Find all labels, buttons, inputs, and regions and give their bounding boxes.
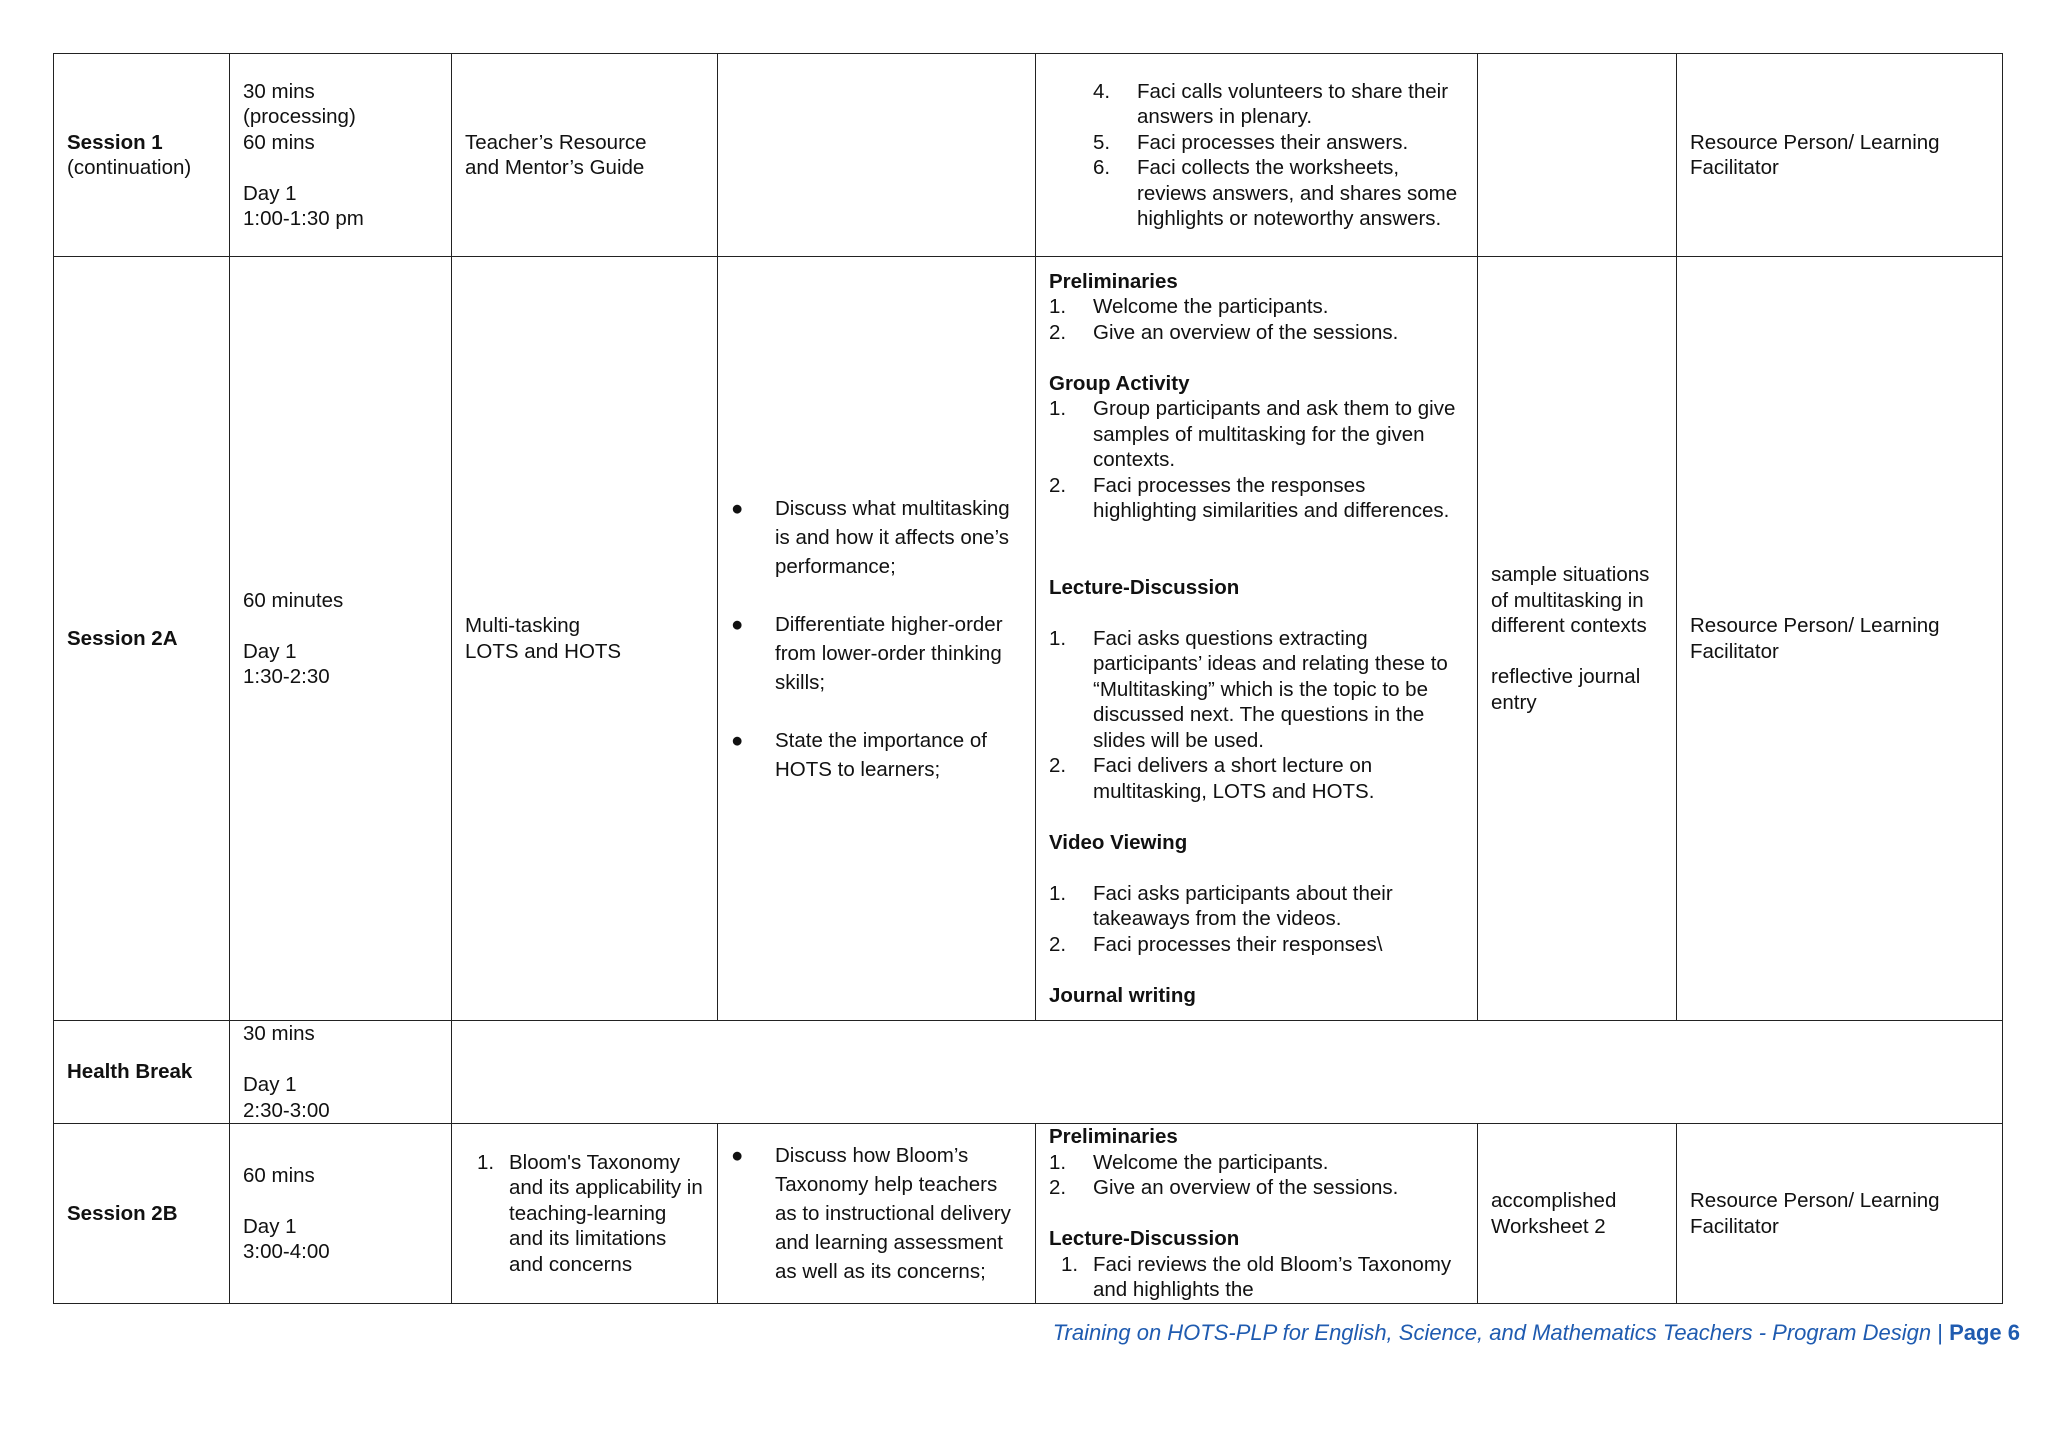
activities-cell — [1036, 54, 1478, 257]
list-item: 2. Faci processes their responses\ — [1049, 932, 1383, 956]
list-item: 2. Faci delivers a short lecture on multitasking, LOTS and HOTS. — [1049, 754, 1375, 803]
row-session-2b — [54, 1124, 2003, 1304]
outputs-cell: sample situations of multitasking in different contexts reflective journal entry — [1478, 257, 1677, 1021]
program-design-table — [53, 53, 2003, 1304]
session-cell: Session 1 (continuation) — [54, 54, 230, 257]
list-item: 1. Bloom's Taxonomy and its applicability in teaching-learning and its limitations and concerns — [477, 1150, 703, 1276]
activities-cell: Preliminaries 1. Welcome the participants. 2. Give an overview of the sessions. Group Activity 1. Group participants and ask them to give samples of multitasking for the given contexts. 2. Faci processes the responses highlighting similarities and differences. Lecture-Discussion 1. Faci asks questions extracting participants’ ideas and relating these to “Multitasking” which is the topic to be discussed next. The questions in the slides will be used. 2. Faci delivers a short lecture on multitasking, LOTS and HOTS. Video Viewing 1. Faci asks participants about their takeaways from the videos. 2. Faci processes their responses\ Journal writing — [1036, 257, 1478, 1021]
session-cell: Session 2B — [54, 1124, 230, 1304]
topics-cell: Multi-tasking LOTS and HOTS — [452, 257, 718, 1021]
person-cell: Resource Person/ Learning Facilitator — [1677, 1124, 2003, 1304]
time-cell: 60 mins Day 1 3:00-4:00 — [230, 1124, 452, 1304]
row-session-1 — [54, 54, 2003, 257]
list-item: 2. Give an overview of the sessions. — [1049, 1176, 1399, 1200]
outputs-cell — [1478, 54, 1677, 257]
list-item: ● Discuss how Bloom’s Taxonomy help teachers as to instructional delivery and learning assessment as well as its concerns; — [731, 1144, 1011, 1283]
list-item: ● Differentiate higher-order from lower-order thinking skills; — [731, 612, 1003, 694]
list-item: 5. Faci processes their answers. — [1093, 130, 1409, 154]
session-cell: Session 2A — [54, 257, 230, 1021]
resources-cell: Teacher’s Resource and Mentor’s Guide — [452, 54, 718, 257]
list-item: 1. Welcome the participants. — [1049, 295, 1329, 319]
activities-cell: Preliminaries 1. Welcome the participants. 2. Give an overview of the sessions. Lecture-Discussion 1. Faci reviews the old Bloom’s Taxonomy and highlights the — [1036, 1124, 1478, 1304]
list-item: ● State the importance of HOTS to learners; — [731, 728, 987, 781]
page-footer — [1053, 1320, 2020, 1346]
person-cell: Resource Person/ Learning Facilitator — [1677, 257, 2003, 1021]
list-item: 2. Give an overview of the sessions. — [1049, 320, 1399, 344]
person-cell: Resource Person/ Learning Facilitator — [1677, 54, 2003, 257]
time-cell: 30 mins (processing) 60 mins Day 1 1:00-1:30 pm — [230, 54, 452, 257]
list-item: 1. Faci asks questions extracting participants’ ideas and relating these to “Multitasking” which is the topic to be discussed next. The questions in the slides will be used. — [1049, 626, 1448, 752]
list-item: 6. Faci collects the worksheets, reviews answers, and shares some highlights or noteworthy answers. — [1093, 156, 1458, 230]
time-cell: 60 minutes Day 1 1:30-2:30 — [230, 257, 452, 1021]
page-number: Page 6 — [1949, 1320, 2020, 1345]
session-cell: Health Break — [54, 1021, 230, 1124]
objectives-cell — [718, 257, 1036, 1021]
list-item: 1. Faci asks participants about their takeaways from the videos. — [1049, 881, 1393, 931]
list-item: 2. Faci processes the responses highlighting similarities and differences. — [1049, 473, 1450, 523]
topics-cell — [452, 1124, 718, 1304]
break-empty-cell — [452, 1021, 2003, 1124]
list-item: 1. Faci reviews the old Bloom’s Taxonomy and highlights the — [1061, 1252, 1452, 1302]
list-item: 4. Faci calls volunteers to share their answers in plenary. — [1093, 79, 1449, 128]
objectives-cell — [718, 1124, 1036, 1304]
footer-title: Training on HOTS-PLP for English, Science, and Mathematics Teachers - Program Design — [1052, 1320, 1932, 1345]
list-item: 1. Welcome the participants. — [1049, 1150, 1329, 1174]
time-cell: 30 mins Day 1 2:30-3:00 — [230, 1021, 452, 1124]
row-health-break — [54, 1021, 2003, 1124]
outputs-cell: accomplished Worksheet 2 — [1478, 1124, 1677, 1304]
objectives-cell — [718, 54, 1036, 257]
list-item: ● Discuss what multitasking is and how it affects one’s performance; — [731, 496, 1010, 578]
list-item: 1. Group participants and ask them to give samples of multitasking for the given contexts. — [1049, 397, 1456, 472]
row-session-2a — [54, 257, 2003, 1021]
footer-separator: | — [1931, 1320, 1950, 1345]
